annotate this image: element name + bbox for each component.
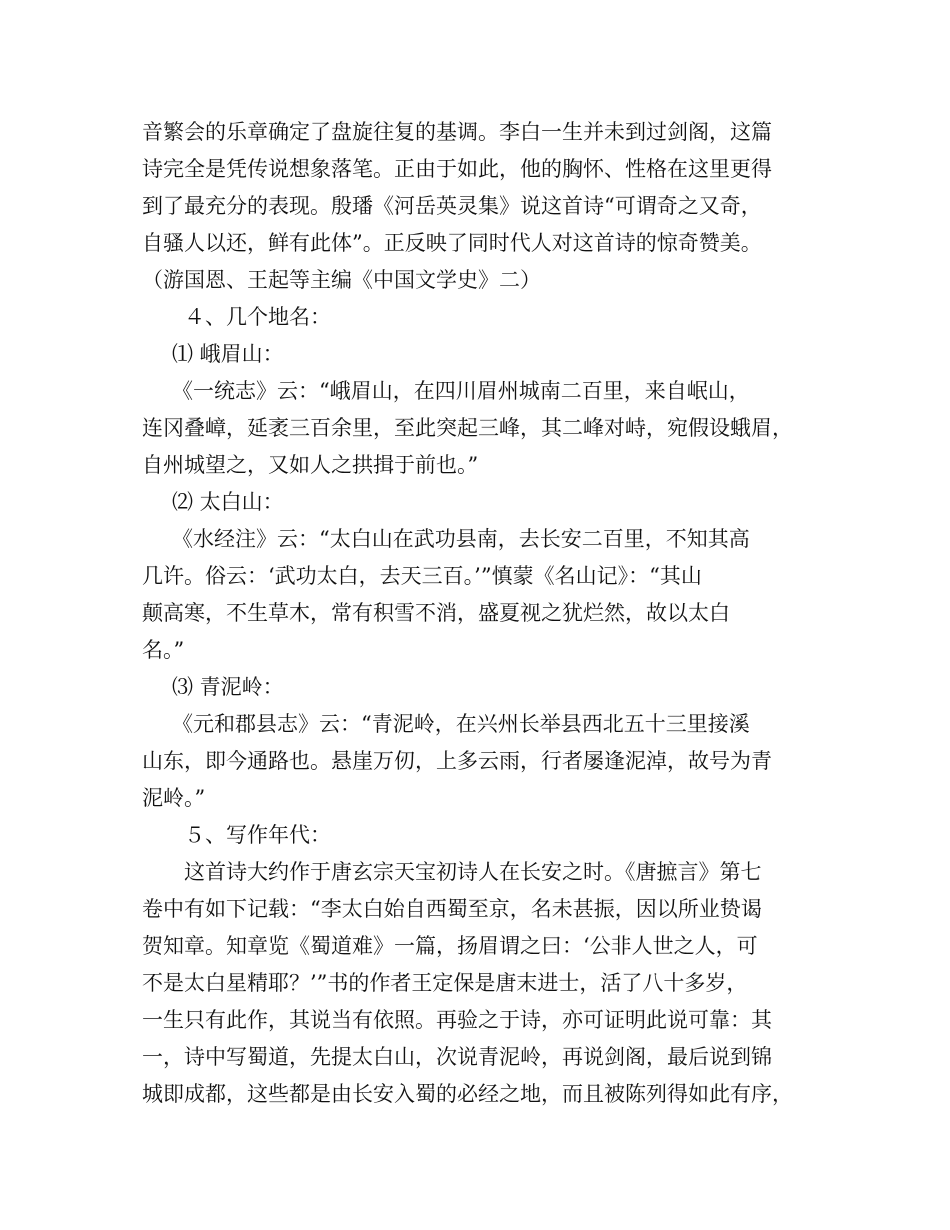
text-line: 一生只有此作，其说当有依照。再验之于诗，亦可证明此说可靠：其 [142, 1008, 772, 1032]
text-line: 几许。俗云：‘武功太白，去天三百。’”慎蒙《名山记》：“其山 [142, 564, 702, 588]
text-line: 自州城望之，又如人之拱揖于前也。” [142, 453, 479, 477]
text-line: 自骚人以还，鲜有此体”。正反映了同时代人对这首诗的惊奇赞美。 [142, 231, 762, 255]
section-heading-writing-date: ５、写作年代： [184, 823, 331, 847]
text-line: 不是太白星精耶？’”书的作者王定保是唐末进士，活了八十多岁， [142, 971, 748, 995]
section-heading-place-names: ４、几个地名： [184, 305, 331, 329]
text-line: 贺知章。知章览《蜀道难》一篇，扬眉谓之曰：‘公非人世之人，可 [142, 934, 758, 958]
text-line: 音繁会的乐章确定了盘旋往复的基调。李白一生并未到过剑阁，这篇 [142, 120, 772, 144]
text-line: 一，诗中写蜀道，先提太白山，次说青泥岭，再说剑阁，最后说到锦 [142, 1045, 772, 1069]
text-line: 这首诗大约作于唐玄宗天宝初诗人在长安之时。《唐摭言》第七 [184, 860, 762, 884]
citation-line: （游国恩、王起等主编《中国文学史》二） [142, 268, 541, 292]
subheading-emei-mountain: ⑴ 峨眉山： [172, 342, 284, 366]
text-line: 颠高寒，不生草木，常有积雪不消，盛夏视之犹烂然，故以太白 [142, 601, 730, 625]
subheading-taibai-mountain: ⑵ 太白山： [172, 490, 284, 514]
text-line: 诗完全是凭传说想象落笔。正由于如此，他的胸怀、性格在这里更得 [142, 157, 772, 181]
text-line: 到了最充分的表现。殷璠《河岳英灵集》说这首诗“可谓奇之又奇， [142, 194, 762, 218]
text-line: 《一统志》云：“峨眉山，在四川眉州城南二百里，来自岷山， [172, 379, 750, 403]
text-line: 《元和郡县志》云：“青泥岭，在兴州长举县西北五十三里接溪 [172, 712, 750, 736]
text-line: 连冈叠嶂，延袤三百余里，至此突起三峰，其二峰对峙，宛假设蛾眉， [142, 416, 793, 440]
document-body [142, 114, 832, 1113]
text-line: 泥岭。” [142, 786, 206, 810]
text-line: 《水经注》云：“太白山在武功县南，去长安二百里，不知其高 [172, 527, 750, 551]
text-line: 名。” [142, 638, 185, 662]
text-line: 卷中有如下记载：“李太白始自西蜀至京，名未甚振，因以所业贽谒 [142, 897, 762, 921]
text-line: 山东，即今通路也。悬崖万仞，上多云雨，行者屡逢泥淖，故号为青 [142, 749, 772, 773]
text-line: 城即成都，这些都是由长安入蜀的必经之地，而且被陈列得如此有序， [142, 1082, 793, 1106]
subheading-qingni-ridge: ⑶ 青泥岭： [172, 675, 284, 699]
